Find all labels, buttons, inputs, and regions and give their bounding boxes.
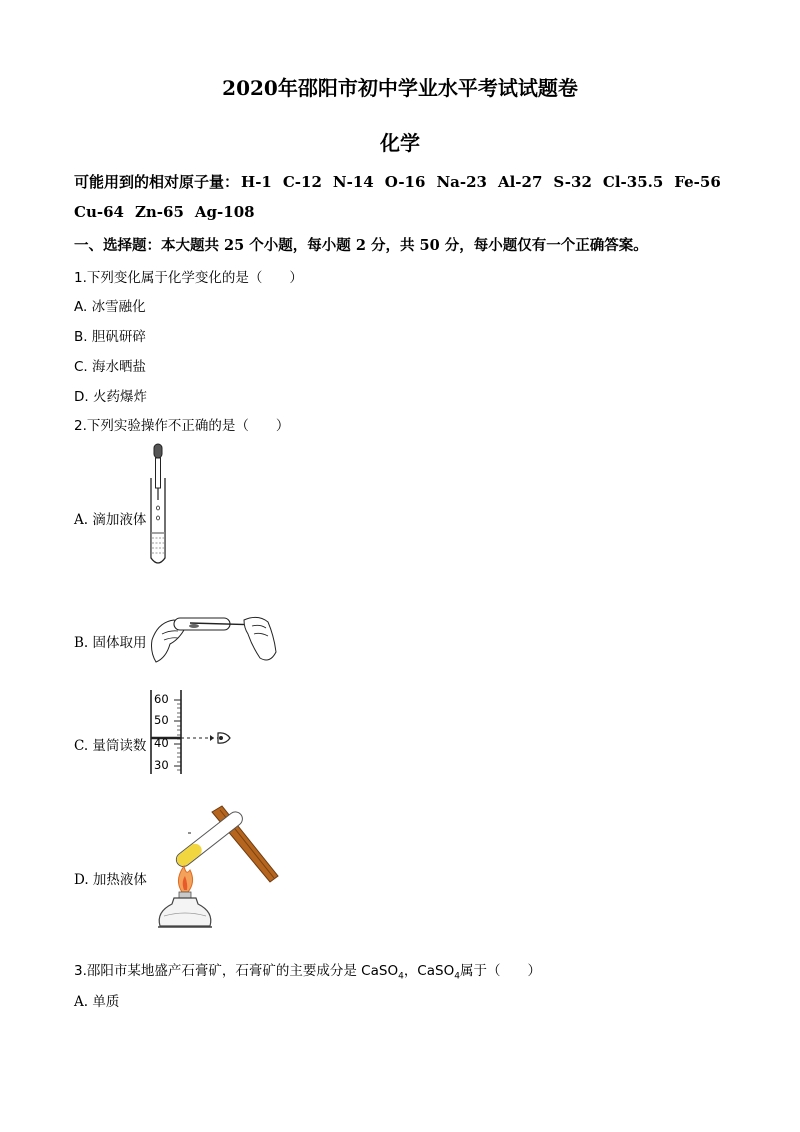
atomic-masses-label: 可能用到的相对原子量： [74,173,240,191]
atomic-mass: Fe-56 [674,173,721,191]
heating-liquid-figure [150,800,290,936]
atomic-mass: Cu-64 [74,203,124,221]
question-2-option-a: A. 滴加液体 [74,512,147,528]
subject-title: 化学 [380,131,420,155]
atomic-mass: Al-27 [497,173,543,191]
question-2-stem: 2.下列实验操作不正确的是（ ） [74,418,290,434]
subscript-4: 4 [454,971,460,982]
dropper-test-tube-figure [140,440,180,570]
atomic-mass: C-12 [282,173,322,191]
cylinder-label-60: 60 [154,692,169,706]
question-2-option-c: C. 量筒读数 [74,738,147,754]
subscript-4: 4 [398,971,404,982]
atomic-mass: Zn-65 [134,203,184,221]
atomic-mass: Ag-108 [194,203,255,221]
atomic-mass: N-14 [332,173,374,191]
question-1-option-b: B. 胆矾研碎 [74,329,146,345]
question-3-stem-suffix: 属于（ ） [459,963,541,979]
question-3-stem [74,959,541,982]
question-1-option-c: C. 海水晒盐 [74,359,147,375]
atomic-mass: O-16 [384,173,426,191]
solid-sampling-figure [148,600,280,670]
atomic-masses-line2 [74,203,266,221]
atomic-mass: Cl-35.5 [602,173,664,191]
cylinder-label-40: 40 [154,736,169,750]
question-1-option-d: D. 火药爆炸 [74,389,147,405]
question-2-option-d: D. 加热液体 [74,872,147,888]
question-3-option-a: A. 单质 [74,994,120,1010]
question-3-stem-prefix: 3.邵阳市某地盛产石膏矿，石膏矿的主要成分是 CaSO [74,963,399,979]
cylinder-label-30: 30 [154,758,169,772]
atomic-mass: H-1 [241,173,272,191]
question-1-stem: 1.下列变化属于化学变化的是（ ） [74,270,303,286]
cylinder-label-50: 50 [154,713,169,727]
atomic-mass: Na-23 [436,173,487,191]
question-1-option-a: A. 冰雪融化 [74,299,146,315]
page-title: 2020年邵阳市初中学业水平考试试题卷 [222,76,578,100]
atomic-masses-line1 [74,171,732,192]
atomic-mass: S-32 [553,173,592,191]
question-2-option-b: B. 固体取用 [74,635,147,651]
question-3-stem-mid: ，CaSO [403,963,455,979]
section-heading: 一、选择题：本大题共 25 个小题，每小题 2 分，共 50 分，每小题仅有一个正确答案。 [74,237,648,254]
